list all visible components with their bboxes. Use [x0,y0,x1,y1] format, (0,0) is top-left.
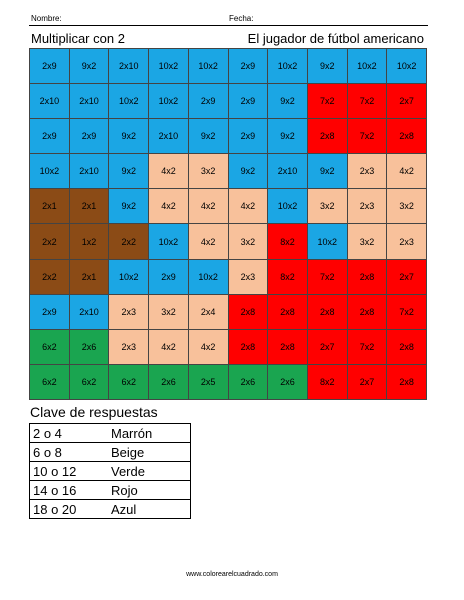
grid-cell: 8x2 [308,365,348,400]
grid-cell: 10x2 [268,189,308,224]
grid-cell: 2x6 [149,365,189,400]
grid-cell: 4x2 [149,330,189,365]
grid-cell: 2x8 [229,330,269,365]
grid-cell: 7x2 [308,84,348,119]
answer-key-color: Verde [108,462,191,481]
color-by-number-grid [29,48,427,400]
grid-cell: 9x2 [109,154,149,189]
grid-cell: 10x2 [308,224,348,259]
grid-cell: 2x9 [229,119,269,154]
grid-cell: 8x2 [268,260,308,295]
grid-cell: 2x3 [229,260,269,295]
grid-cell: 10x2 [189,260,229,295]
grid-cell: 2x7 [387,260,427,295]
grid-cell: 9x2 [189,119,229,154]
grid-cell: 2x8 [268,330,308,365]
grid-cell: 2x8 [387,365,427,400]
grid-cell: 4x2 [189,224,229,259]
grid-cell: 9x2 [308,49,348,84]
grid-cell: 4x2 [189,189,229,224]
grid-cell: 3x2 [348,224,388,259]
grid-cell: 3x2 [189,154,229,189]
grid-cell: 9x2 [70,49,110,84]
grid-cell: 10x2 [149,49,189,84]
grid-cell: 2x10 [70,154,110,189]
answer-key-range: 14 o 16 [30,481,109,500]
grid-cell: 2x3 [387,224,427,259]
grid-cell: 2x9 [189,84,229,119]
grid-cell: 2x8 [387,330,427,365]
grid-cell: 4x2 [387,154,427,189]
grid-cell: 2x7 [308,330,348,365]
grid-cell: 2x6 [70,330,110,365]
grid-cell: 2x4 [189,295,229,330]
grid-cell: 6x2 [30,330,70,365]
grid-cell: 2x10 [268,154,308,189]
grid-cell: 9x2 [229,154,269,189]
grid-cell: 2x8 [268,295,308,330]
grid-cell: 2x10 [70,295,110,330]
grid-cell: 10x2 [30,154,70,189]
answer-key-range: 10 o 12 [30,462,109,481]
answer-key-color: Marrón [108,424,191,443]
grid-cell: 7x2 [308,260,348,295]
grid-cell: 3x2 [149,295,189,330]
answer-key-title: Clave de respuestas [30,404,158,420]
answer-key-row [30,443,191,462]
grid-cell: 2x8 [387,119,427,154]
grid-cell: 10x2 [387,49,427,84]
grid-cell: 2x9 [30,295,70,330]
grid-cell: 10x2 [109,84,149,119]
grid-cell: 2x3 [348,154,388,189]
grid-cell: 2x3 [109,295,149,330]
grid-cell: 2x10 [109,49,149,84]
grid-cell: 2x9 [229,84,269,119]
grid-cell: 2x9 [70,119,110,154]
answer-key-color: Azul [108,500,191,519]
grid-cell: 2x10 [30,84,70,119]
grid-cell: 8x2 [268,224,308,259]
grid-cell: 10x2 [149,84,189,119]
grid-cell: 7x2 [348,84,388,119]
grid-cell: 10x2 [189,49,229,84]
grid-cell: 2x1 [70,189,110,224]
date-label: Fecha: [229,14,254,23]
grid-cell: 2x1 [70,260,110,295]
footer-website: www.colorearelcuadrado.com [186,571,278,578]
grid-cell: 9x2 [308,154,348,189]
answer-key-row [30,481,191,500]
name-label: Nombre: [31,14,62,23]
grid-cell: 7x2 [387,295,427,330]
grid-cell: 2x10 [149,119,189,154]
grid-cell: 7x2 [348,330,388,365]
header-rule [29,25,428,26]
grid-cell: 2x7 [348,365,388,400]
answer-key-table [29,423,191,519]
grid-cell: 2x2 [30,224,70,259]
grid-cell: 9x2 [109,119,149,154]
grid-cell: 3x2 [308,189,348,224]
grid-cell: 4x2 [149,189,189,224]
grid-cell: 4x2 [189,330,229,365]
grid-cell: 2x8 [348,260,388,295]
grid-cell: 10x2 [149,224,189,259]
grid-cell: 2x9 [149,260,189,295]
grid-cell: 9x2 [268,84,308,119]
answer-key-row [30,424,191,443]
grid-cell: 10x2 [348,49,388,84]
grid-cell: 10x2 [109,260,149,295]
grid-cell: 2x6 [268,365,308,400]
grid-cell: 2x10 [70,84,110,119]
grid-cell: 3x2 [229,224,269,259]
grid-cell: 2x9 [30,119,70,154]
grid-cell: 3x2 [387,189,427,224]
grid-cell: 6x2 [30,365,70,400]
answer-key-color: Rojo [108,481,191,500]
grid-cell: 4x2 [149,154,189,189]
answer-key-color: Beige [108,443,191,462]
grid-cell: 6x2 [70,365,110,400]
grid-cell: 1x2 [70,224,110,259]
answer-key-range: 2 o 4 [30,424,109,443]
grid-cell: 2x8 [308,119,348,154]
grid-cell: 6x2 [109,365,149,400]
grid-cell: 2x1 [30,189,70,224]
worksheet-title: Multiplicar con 2 [31,31,125,46]
grid-cell: 9x2 [268,119,308,154]
grid-cell: 10x2 [268,49,308,84]
answer-key-row [30,462,191,481]
grid-cell: 2x2 [30,260,70,295]
grid-cell: 2x3 [109,330,149,365]
grid-cell: 2x8 [229,295,269,330]
grid-cell: 2x8 [348,295,388,330]
grid-cell: 9x2 [109,189,149,224]
answer-key-row [30,500,191,519]
grid-cell: 4x2 [229,189,269,224]
grid-cell: 2x3 [348,189,388,224]
grid-cell: 2x6 [229,365,269,400]
grid-cell: 2x7 [387,84,427,119]
grid-cell: 2x2 [109,224,149,259]
grid-cell: 2x8 [308,295,348,330]
picture-title: El jugador de fútbol americano [247,31,424,46]
answer-key-range: 6 o 8 [30,443,109,462]
grid-cell: 2x9 [30,49,70,84]
answer-key-range: 18 o 20 [30,500,109,519]
grid-cell: 2x9 [229,49,269,84]
grid-cell: 7x2 [348,119,388,154]
grid-cell: 2x5 [189,365,229,400]
